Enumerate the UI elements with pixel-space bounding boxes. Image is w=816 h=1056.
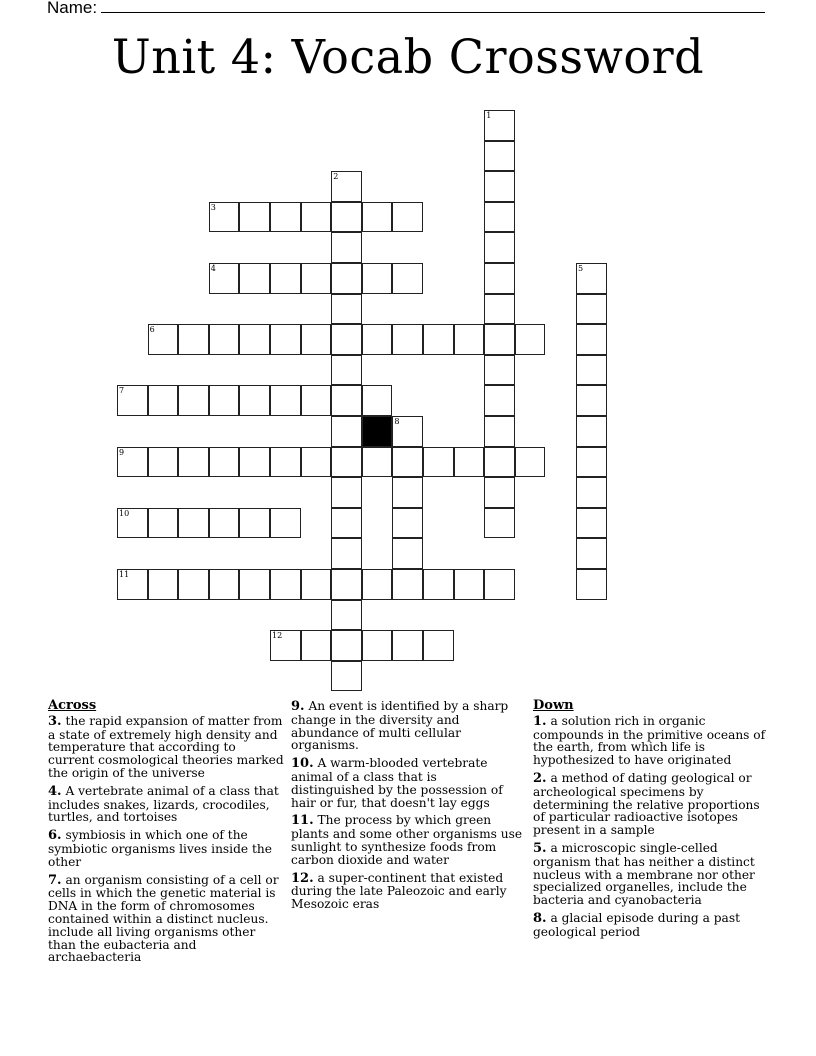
grid-cell[interactable] (331, 202, 362, 233)
grid-cell[interactable] (362, 202, 393, 233)
grid-cell[interactable] (331, 477, 362, 508)
grid-cell[interactable] (392, 447, 423, 478)
clue-down-8: 8. a glacial episode during a past geological period (533, 910, 740, 939)
grid-cell[interactable] (484, 416, 515, 447)
grid-cell[interactable] (423, 569, 454, 600)
grid-cell[interactable] (484, 447, 515, 478)
grid-cell[interactable] (209, 569, 240, 600)
grid-cell[interactable] (515, 447, 546, 478)
grid-cell[interactable] (392, 324, 423, 355)
grid-cell[interactable] (423, 324, 454, 355)
black-cell (362, 416, 393, 447)
grid-cell[interactable] (484, 110, 515, 141)
clue-number: 9 (119, 447, 125, 457)
clue-number: 7 (119, 386, 125, 396)
clue-across-3: 3. the rapid expansion of matter from a state of extremely high density and temperature that according to current cosmological theories marked the origin of the universe (48, 713, 284, 780)
grid-cell[interactable] (576, 385, 607, 416)
grid-cell[interactable] (239, 202, 270, 233)
grid-cell[interactable] (392, 263, 423, 294)
across-clues-column-2 (291, 700, 523, 916)
grid-cell[interactable] (270, 569, 301, 600)
grid-cell[interactable] (148, 569, 179, 600)
grid-cell[interactable] (148, 447, 179, 478)
grid-cell[interactable] (301, 385, 332, 416)
grid-cell[interactable] (331, 600, 362, 631)
grid-cell[interactable] (484, 508, 515, 539)
clue-number: 12 (272, 631, 283, 641)
grid-cell[interactable] (239, 263, 270, 294)
grid-cell[interactable] (270, 324, 301, 355)
grid-cell[interactable] (178, 324, 209, 355)
grid-cell[interactable] (576, 355, 607, 386)
grid-cell[interactable] (392, 538, 423, 569)
grid-cell[interactable] (331, 416, 362, 447)
grid-cell[interactable] (576, 569, 607, 600)
grid-cell[interactable] (117, 569, 148, 600)
grid-cell[interactable] (576, 477, 607, 508)
grid-cell[interactable] (484, 355, 515, 386)
grid-cell[interactable] (270, 630, 301, 661)
grid-cell[interactable] (209, 508, 240, 539)
grid-cell[interactable] (301, 202, 332, 233)
grid-cell[interactable] (331, 661, 362, 692)
grid-cell[interactable] (331, 294, 362, 325)
grid-cell[interactable] (270, 508, 301, 539)
across-clues-column-1 (48, 700, 284, 969)
grid-cell[interactable] (576, 447, 607, 478)
grid-cell[interactable] (301, 630, 332, 661)
grid-cell[interactable] (576, 416, 607, 447)
grid-cell[interactable] (239, 324, 270, 355)
grid-cell[interactable] (209, 263, 240, 294)
grid-cell[interactable] (484, 324, 515, 355)
grid-cell[interactable] (576, 508, 607, 539)
grid-cell[interactable] (301, 447, 332, 478)
grid-cell[interactable] (148, 385, 179, 416)
clue-number: 1 (486, 111, 492, 120)
grid-cell[interactable] (209, 385, 240, 416)
grid-cell[interactable] (484, 385, 515, 416)
grid-cell[interactable] (576, 294, 607, 325)
clue-number: 4 (210, 264, 216, 273)
grid-cell[interactable] (392, 416, 423, 447)
grid-cell[interactable] (576, 324, 607, 355)
grid-cell[interactable] (270, 385, 301, 416)
clue-number: 8 (394, 417, 400, 426)
grid-cell[interactable] (454, 569, 485, 600)
grid-cell[interactable] (209, 324, 240, 355)
grid-cell[interactable] (331, 355, 362, 386)
grid-cell[interactable] (301, 569, 332, 600)
clue-number: 2 (333, 172, 339, 182)
clue-number: 5 (578, 264, 584, 273)
across-heading: Across (48, 698, 97, 713)
grid-cell[interactable] (331, 171, 362, 202)
clue-across-11: 11. The process by which green plants and some other organisms use sunlight to synthesize foods from carbon dioxide and water (291, 813, 523, 867)
clue-number: 11 (119, 570, 130, 579)
grid-cell[interactable] (454, 447, 485, 478)
grid-cell[interactable] (362, 447, 393, 478)
grid-cell[interactable] (209, 202, 240, 233)
grid-cell[interactable] (484, 232, 515, 263)
grid-cell[interactable] (331, 538, 362, 569)
grid-cell[interactable] (331, 385, 362, 416)
down-heading: Down (533, 698, 574, 713)
grid-cell[interactable] (239, 569, 270, 600)
grid-cell[interactable] (362, 324, 393, 355)
grid-cell[interactable] (392, 202, 423, 233)
grid-cell[interactable] (331, 232, 362, 263)
grid-cell[interactable] (301, 263, 332, 294)
grid-cell[interactable] (270, 263, 301, 294)
grid-cell[interactable] (270, 447, 301, 478)
clue-across-4: 4. A vertebrate animal of a class that includes snakes, lizards, crocodiles, turtles, and tortoises (48, 783, 279, 825)
clue-down-2: 2. a method of dating geological or archeological specimens by determining the relative proportions of particular radioactive isotopes present in a sample (533, 770, 760, 838)
grid-cell[interactable] (362, 630, 393, 661)
grid-cell[interactable] (117, 447, 148, 478)
grid-cell[interactable] (331, 263, 362, 294)
down-clues-column (533, 700, 769, 944)
grid-cell[interactable] (484, 202, 515, 233)
grid-cell[interactable] (484, 569, 515, 600)
clue-down-5: 5. a microscopic single-celled organism that has neither a distinct nucleus with a membrane nor other specialized organelles, include the bacteria and cyanobacteria (533, 840, 755, 908)
grid-cell[interactable] (484, 171, 515, 202)
clue-across-6: 6. symbiosis in which one of the symbiotic organisms lives inside the other (48, 828, 272, 869)
grid-cell[interactable] (362, 263, 393, 294)
clue-across-9: 9. An event is identified by a sharp change in the diversity and abundance of multi cellular organisms. (291, 699, 509, 753)
grid-cell[interactable] (576, 538, 607, 569)
clue-number: 10 (119, 508, 130, 518)
grid-cell[interactable] (117, 385, 148, 416)
grid-cell[interactable] (178, 447, 209, 478)
name-label: Name: (47, 0, 98, 17)
grid-cell[interactable] (270, 202, 301, 233)
grid-cell[interactable] (392, 630, 423, 661)
grid-cell[interactable] (331, 508, 362, 539)
grid-cell[interactable] (484, 141, 515, 172)
grid-cell[interactable] (423, 630, 454, 661)
clue-number: 6 (149, 325, 155, 335)
grid-cell[interactable] (148, 324, 179, 355)
grid-cell[interactable] (454, 324, 485, 355)
clue-down-1: 1. a solution rich in organic compounds in the primitive oceans of the earth, from which life is hypothesized to have originated (533, 713, 766, 768)
grid-cell[interactable] (484, 263, 515, 294)
grid-cell[interactable] (484, 294, 515, 325)
grid-cell[interactable] (331, 630, 362, 661)
grid-cell[interactable] (362, 385, 393, 416)
clue-number: 3 (210, 202, 216, 212)
grid-cell[interactable] (117, 508, 148, 539)
grid-cell[interactable] (331, 569, 362, 600)
clue-across-10: 10. A warm-blooded vertebrate animal of a class that is distinguished by the possession of hair or fur, that doesn't lay eggs (291, 756, 503, 810)
page-title: Unit 4: Vocab Crossword (111, 30, 705, 85)
grid-cell[interactable] (178, 508, 209, 539)
grid-cell[interactable] (301, 324, 332, 355)
clue-across-7: 7. an organism consisting of a cell or cells in which the genetic material is DNA in the form of chromosomes contained within a distinct nucleus. include all living organisms other than the eubacteria and archaebacteria (48, 872, 279, 965)
grid-cell[interactable] (423, 447, 454, 478)
grid-cell[interactable] (178, 385, 209, 416)
grid-cell[interactable] (484, 477, 515, 508)
grid-cell[interactable] (148, 508, 179, 539)
grid-cell[interactable] (576, 263, 607, 294)
grid-cell[interactable] (178, 569, 209, 600)
grid-cell[interactable] (392, 477, 423, 508)
grid-cell[interactable] (239, 385, 270, 416)
grid-cell[interactable] (331, 447, 362, 478)
grid-cell[interactable] (392, 508, 423, 539)
grid-cell[interactable] (239, 508, 270, 539)
grid-cell[interactable] (515, 324, 546, 355)
grid-cell[interactable] (209, 447, 240, 478)
grid-cell[interactable] (392, 569, 423, 600)
grid-cell[interactable] (239, 447, 270, 478)
clue-across-12: 12. a super-continent that existed during the late Paleozoic and early Mesozoic eras (291, 870, 507, 912)
grid-cell[interactable] (362, 569, 393, 600)
grid-cell[interactable] (331, 324, 362, 355)
